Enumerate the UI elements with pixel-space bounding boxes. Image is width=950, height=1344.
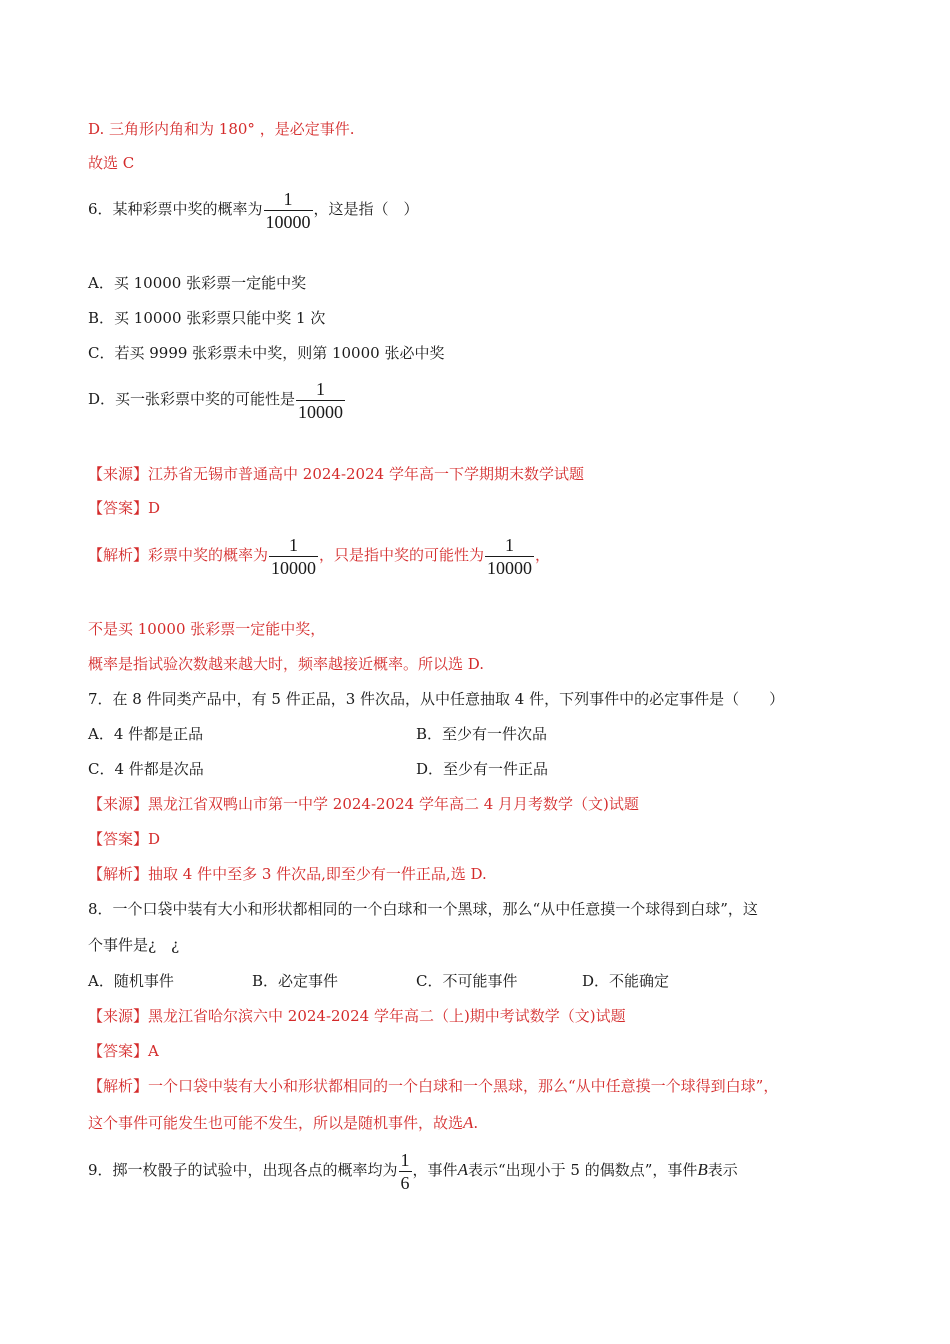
q9-fraction xyxy=(399,1149,412,1194)
q6-frac-den: 10000 xyxy=(265,211,311,232)
q9-stem xyxy=(88,1147,738,1194)
q6-analysis-line3: 概率是指试验次数越来越大时，频率越接近概率。所以选 D. xyxy=(88,655,485,673)
q6-option-d-frac-den: 10000 xyxy=(298,401,344,422)
q9-stem-mid2: 表示“出现小于 5 的偶数点”，事件 xyxy=(467,1161,698,1179)
q5-conclusion: 故选 C xyxy=(88,154,135,172)
q8-option-d: D．不能确定 xyxy=(582,972,670,990)
q7-option-a: A．4 件都是正品 xyxy=(88,725,204,743)
q7-option-d: D．至少有一件正品 xyxy=(416,760,549,778)
q9-stem-after: 表示 xyxy=(707,1161,738,1179)
q8-analysis-line2-end: . xyxy=(473,1114,479,1132)
q5-option-d-answer: D. 三角形内角和为 180° ，是必定事件. xyxy=(88,120,355,138)
q6-analysis-frac2-num: 1 xyxy=(505,534,515,555)
q8-analysis-line1: 【解析】一个口袋中装有大小和形状都相同的一个白球和一个黑球，那么“从中任意摸一个球得到白球”， xyxy=(88,1077,779,1095)
q6-answer: 【答案】D xyxy=(88,499,161,517)
q6-stem-before: 6．某种彩票中奖的概率为 xyxy=(88,200,263,218)
q9-var-a: A xyxy=(457,1160,468,1179)
q6-option-a: A．买 10000 张彩票一定能中奖 xyxy=(88,274,307,292)
q7-answer: 【答案】D xyxy=(88,830,161,848)
q6-analysis-frac1-den: 10000 xyxy=(271,557,317,578)
q8-analysis-var-a: A xyxy=(463,1113,474,1132)
q6-analysis-1: 【解析】彩票中奖的概率为 xyxy=(88,546,269,564)
q9-frac-den: 6 xyxy=(400,1172,410,1193)
q9-stem-before: 9．掷一枚骰子的试验中，出现各点的概率均为 xyxy=(88,1161,398,1179)
q6-option-c: C．若买 9999 张彩票未中奖，则第 10000 张必中奖 xyxy=(88,344,445,362)
q7-option-c: C．4 件都是次品 xyxy=(88,760,204,778)
q7-source: 【来源】黑龙江省双鸭山市第一中学 2024-2024 学年高二 4 月月考数学（文)试题 xyxy=(88,795,639,813)
q6-option-b: B．买 10000 张彩票只能中奖 1 次 xyxy=(88,309,326,327)
q8-analysis-line2 xyxy=(88,1113,478,1133)
q8-option-c: C．不可能事件 xyxy=(416,972,518,990)
q7-stem: 7．在 8 件同类产品中，有 5 件正品，3 件次品，从中任意抽取 4 件，下列事件中的必定事件是（ ） xyxy=(88,690,785,708)
q6-stem xyxy=(88,186,419,233)
q6-option-d xyxy=(88,376,346,423)
q8-analysis-line2-text: 这个事件可能发生也可能不发生，所以是随机事件，故选 xyxy=(88,1114,464,1132)
q7-analysis: 【解析】抽取 4 件中至多 3 件次品,即至少有一件正品,选 D. xyxy=(88,865,487,883)
q6-frac-num: 1 xyxy=(283,188,293,209)
q8-stem-line2: 个事件是¿ ¿ xyxy=(88,936,180,954)
q6-analysis-fraction-1 xyxy=(269,534,318,579)
q9-var-b: B xyxy=(697,1160,708,1179)
q6-source: 【来源】江苏省无锡市普通高中 2024-2024 学年高一下学期期末数学试题 xyxy=(88,465,584,483)
q6-analysis-3: ， xyxy=(535,546,551,564)
q7-options-row1 xyxy=(88,724,203,744)
q6-analysis-line2: 不是买 10000 张彩票一定能中奖， xyxy=(88,620,326,638)
q6-analysis-2: ，只是指中奖的可能性为 xyxy=(319,546,485,564)
q7-option-b: B．至少有一件次品 xyxy=(416,725,548,743)
q8-source: 【来源】黑龙江省哈尔滨六中 2024-2024 学年高二（上)期中考试数学（文)试题 xyxy=(88,1007,626,1025)
q6-option-d-frac-num: 1 xyxy=(316,378,326,399)
q6-analysis-frac1-num: 1 xyxy=(289,534,299,555)
q6-option-d-fraction xyxy=(296,378,345,423)
q8-option-b: B．必定事件 xyxy=(252,972,339,990)
q6-analysis-fraction-2 xyxy=(485,534,534,579)
q8-option-a: A．随机事件 xyxy=(88,972,174,990)
q9-frac-num: 1 xyxy=(400,1149,410,1170)
q6-fraction xyxy=(264,188,313,233)
q6-analysis-frac2-den: 10000 xyxy=(487,557,533,578)
q6-analysis xyxy=(88,532,550,579)
q9-stem-mid1: ，事件 xyxy=(412,1161,458,1179)
q6-option-d-text: D．买一张彩票中奖的可能性是 xyxy=(88,390,296,408)
q6-stem-after: ，这是指（ ） xyxy=(313,200,419,218)
q8-answer: 【答案】A xyxy=(88,1042,159,1060)
q8-stem-line1: 8．一个口袋中装有大小和形状都相同的一个白球和一个黑球，那么“从中任意摸一个球得到白球”，这 xyxy=(88,900,758,918)
